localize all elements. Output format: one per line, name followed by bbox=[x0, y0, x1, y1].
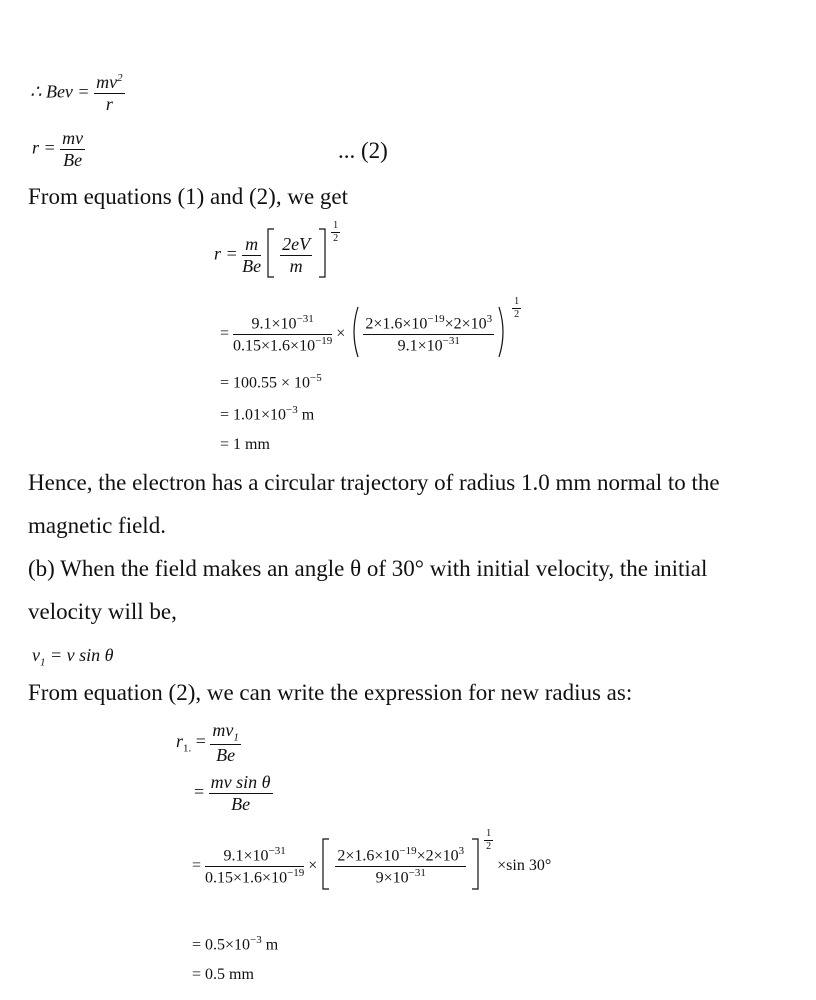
eq-line-0-5mm: = 0.5 mm bbox=[192, 966, 254, 983]
right-paren-1 bbox=[498, 306, 508, 358]
left-paren-1 bbox=[349, 306, 359, 358]
eq-line-0-5e-3: = $0.5\times 10^{-3}$ m bbox=[192, 934, 279, 954]
right-bracket-2 bbox=[470, 838, 480, 890]
from-eq-2: From equation (2), we can write the expression for new radius as: bbox=[28, 680, 633, 705]
eq-r1-numeric: = $\frac{9.1\times 10^{-31}}{0.15\times 1.6\times 10^{-19}}$ × $\frac{2\times 1.6\times 10^{-19}\times 2\times 10^3}{9\times 10^{-31}}$ $\frac{1}{2}$ ×sin 30° bbox=[192, 838, 551, 895]
eq-r-numeric: = $\frac{9.1\times 10^{-31}}{0.15\times 1.6\times 10^{-19}}$ × $\frac{2\times 1.6\times 10^{-19}\times 2\times 10^3}{9.1\times 10^{-31}}$ $\frac{1}{2}$ bbox=[220, 306, 521, 363]
from-eq-1-2: From equations (1) and (2), we get bbox=[28, 184, 349, 209]
eq-r-mv-be: r = $\frac{mv}{Be}$ bbox=[32, 128, 84, 170]
eq-r1-sin: = $\frac{\text{mv sin θ}}{Be}$ bbox=[194, 772, 271, 814]
part-b-line-1: (b) When the field makes an angle θ of 30° with initial velocity, the initial bbox=[28, 556, 708, 581]
hence-line-2: magnetic field. bbox=[28, 513, 166, 538]
eq-bev-lhs: ∴ Bev = bbox=[30, 81, 90, 102]
left-bracket-2 bbox=[321, 838, 331, 890]
eq-line-1-01: = $1.01\times 10^{-3}$ m bbox=[220, 404, 315, 424]
part-b-line-2: velocity will be, bbox=[28, 599, 177, 624]
right-bracket-1 bbox=[317, 228, 327, 278]
hence-line-1: Hence, the electron has a circular trajectory of radius 1.0 mm normal to the bbox=[28, 470, 720, 495]
eq-r-sqrt: r = $\frac{m}{Be}$ $\frac{2eV}{m}$ $\frac{1}{2}$ bbox=[214, 220, 339, 276]
eq2-tag: ... (2) bbox=[338, 138, 388, 163]
eq-line-1mm: = 1 mm bbox=[220, 436, 270, 453]
eq-v1: $v_1 = v$ sin θ bbox=[32, 645, 114, 669]
left-bracket-1 bbox=[266, 228, 276, 278]
eq-line-100: = $100.55 \times 10^{-5}$ bbox=[220, 372, 322, 392]
eq-bev bbox=[30, 72, 125, 114]
eq-r1: $r_{1.}$ = $\frac{mv_1}{Be}$ bbox=[176, 720, 239, 766]
eq-bev-frac: $\frac{mv^2}{r}$ bbox=[96, 72, 123, 114]
